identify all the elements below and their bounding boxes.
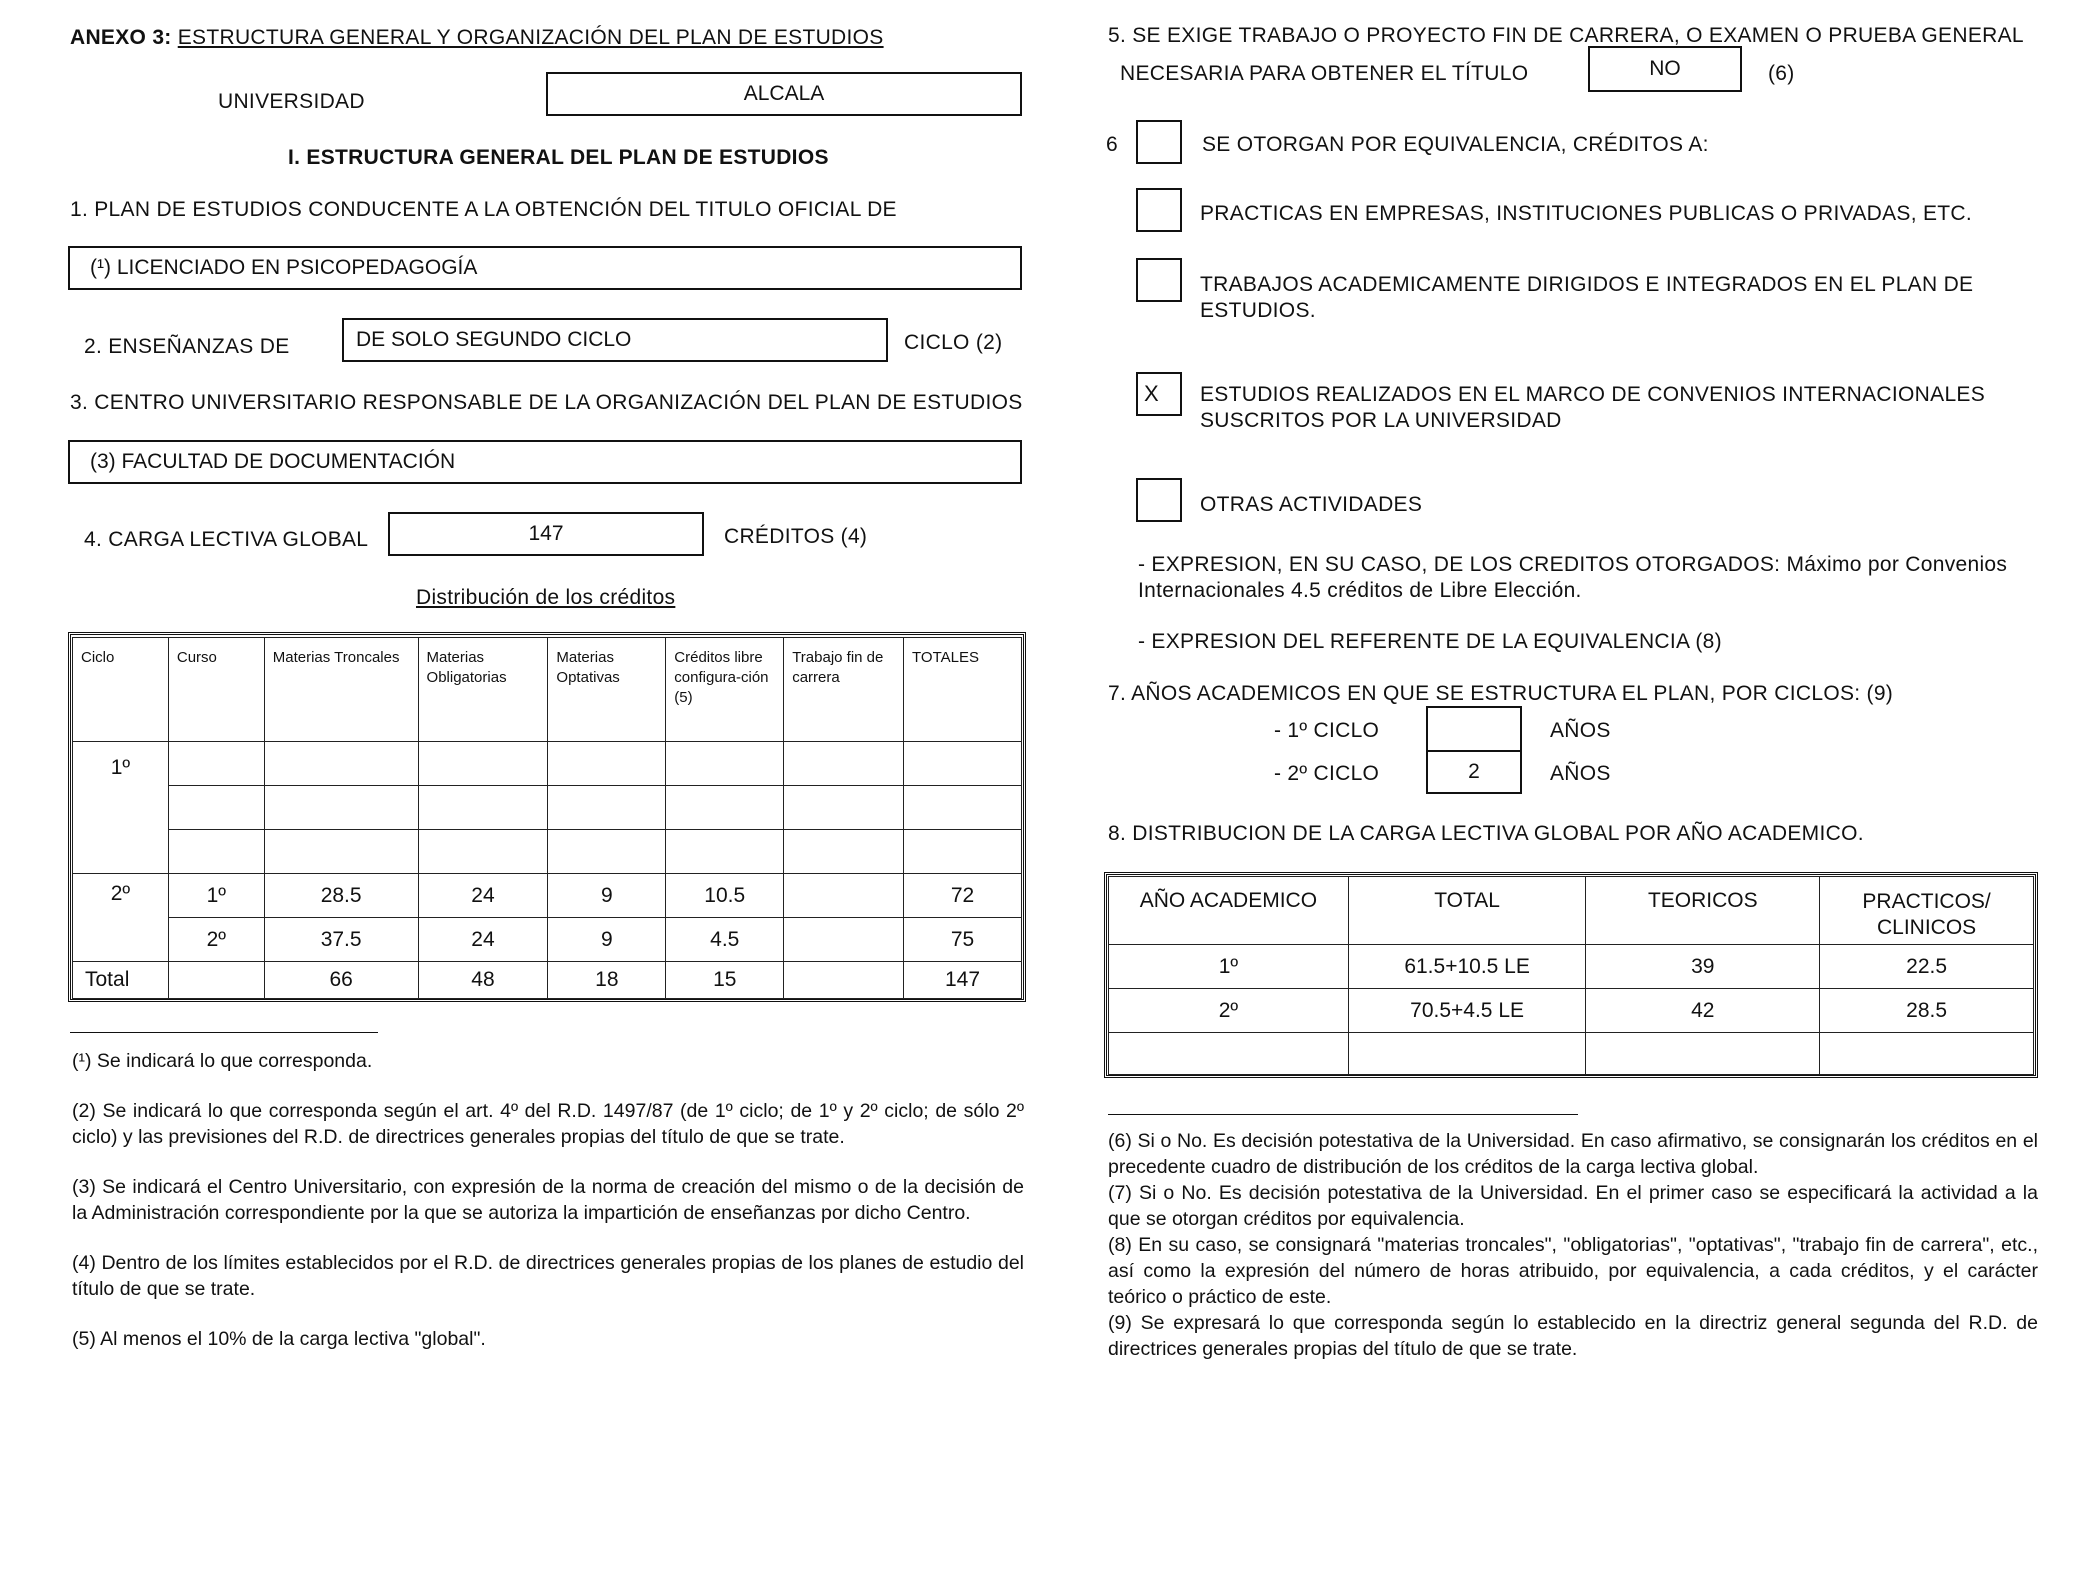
cell	[784, 874, 904, 918]
cell	[784, 918, 904, 962]
note-7: (7) Si o No. Es decisión potestativa de la Universidad. En el primer caso se especificará la actividad a la que se otorgan créditos por equivalencia.	[1108, 1182, 2038, 1230]
cell: 2º	[1109, 989, 1349, 1033]
table-row	[73, 830, 1022, 874]
cell	[1109, 1033, 1349, 1075]
item4-suffix: CRÉDITOS (4)	[724, 525, 868, 548]
annex-label: ANEXO 3:	[70, 26, 172, 49]
dist-title: Distribución de los créditos	[416, 586, 676, 609]
item5-line2: NECESARIA PARA OBTENER EL TÍTULO	[1120, 62, 1529, 85]
cell: 4.5	[666, 918, 784, 962]
acad-header-row	[1109, 877, 2034, 945]
cell: 28.5	[1820, 989, 2034, 1033]
cell: 9	[548, 918, 666, 962]
col-libre: Créditos libre configura-ción (5)	[666, 638, 784, 742]
acad-table	[1108, 876, 2034, 1075]
dist-table	[72, 637, 1022, 999]
item5-line1: 5. SE EXIGE TRABAJO O PROYECTO FIN DE CARRERA, O EXAMEN O PRUEBA GENERAL	[1108, 24, 2024, 47]
cell: 18	[548, 962, 666, 999]
col-ano: AÑO ACADEMICO	[1109, 877, 1349, 945]
table-row	[1109, 1033, 2034, 1075]
ciclo1-cell: 1º	[73, 742, 169, 874]
item1-label: 1. PLAN DE ESTUDIOS CONDUCENTE A LA OBTENCIÓN DEL TITULO OFICIAL DE	[70, 198, 897, 221]
cell	[1348, 1033, 1586, 1075]
degree-field: (¹) LICENCIADO EN PSICOPEDAGOGÍA	[68, 246, 1022, 290]
table-row	[1109, 945, 2034, 989]
col-troncales: Materias Troncales	[264, 638, 418, 742]
annex-title: ESTRUCTURA GENERAL Y ORGANIZACIÓN DEL PLAN DE ESTUDIOS	[177, 26, 884, 49]
cycle1-label: - 1º CICLO	[1274, 719, 1380, 742]
cell: 9	[548, 874, 666, 918]
cell: 1º	[1109, 945, 1349, 989]
item6-number: 6	[1106, 133, 1118, 156]
cell: 147	[904, 962, 1022, 999]
cell: 48	[418, 962, 548, 999]
notes-divider-right	[1108, 1114, 1578, 1115]
cell: 1º	[168, 874, 264, 918]
cell: 28.5	[264, 874, 418, 918]
table-row	[1109, 989, 2034, 1033]
option-4-checkbox[interactable]	[1136, 478, 1182, 522]
item3-label: 3. CENTRO UNIVERSITARIO RESPONSABLE DE LA ORGANIZACIÓN DEL PLAN DE ESTUDIOS	[70, 391, 1023, 414]
credits-field: 147	[388, 512, 704, 556]
dist-header-row	[73, 638, 1022, 742]
section-title: I. ESTRUCTURA GENERAL DEL PLAN DE ESTUDIOS	[288, 146, 829, 169]
annex-heading	[70, 26, 884, 50]
university-field: ALCALA	[546, 72, 1022, 116]
note-2: (2) Se indicará lo que corresponda según el art. 4º del R.D. 1497/87 (de 1º ciclo; de 1º y 2º ciclo; de sólo 2º ciclo) y las previsiones del R.D. de directrices generales propias del título de que se trate.	[72, 1100, 1024, 1148]
option-3-checkbox[interactable]: X	[1136, 372, 1182, 416]
cell: 22.5	[1820, 945, 2034, 989]
col-ciclo: Ciclo	[73, 638, 169, 742]
cell	[1820, 1033, 2034, 1075]
col-trabajo: Trabajo fin de carrera	[784, 638, 904, 742]
option-1-label: PRACTICAS EN EMPRESAS, INSTITUCIONES PUBLICAS O PRIVADAS, ETC.	[1200, 202, 1973, 225]
notes-left	[72, 1048, 1024, 1352]
cell	[168, 962, 264, 999]
notes-divider-left	[70, 1032, 378, 1033]
cell: 24	[418, 918, 548, 962]
cycle2-years-field: 2	[1426, 750, 1522, 794]
note-1: (¹) Se indicará lo que corresponda.	[72, 1050, 373, 1072]
item5-suffix: (6)	[1768, 62, 1795, 85]
item2-suffix: CICLO (2)	[904, 331, 1003, 354]
equivalence-expression: - EXPRESION DEL REFERENTE DE LA EQUIVALENCIA (8)	[1138, 630, 1722, 653]
cell: Total	[73, 962, 169, 999]
note-6: (6) Si o No. Es decisión potestativa de la Universidad. En caso afirmativo, se consignarán los créditos en el precedente cuadro de distribución de los créditos de la carga lectiva global.	[1108, 1130, 2038, 1178]
col-optativas: Materias Optativas	[548, 638, 666, 742]
item2-label: 2. ENSEÑANZAS DE	[84, 335, 290, 358]
note-5: (5) Al menos el 10% de la carga lectiva "global".	[72, 1328, 486, 1350]
note-9: (9) Se expresará lo que corresponda según lo establecido en la directriz general segunda del R.D. de directrices generales propias del título de que se trate.	[1108, 1312, 2038, 1360]
credits-expression: - EXPRESION, EN SU CASO, DE LOS CREDITOS OTORGADOS: Máximo por Convenios Internacionales 4.5 créditos de Libre Elección.	[1138, 553, 2008, 602]
col-obligatorias: Materias Obligatorias	[418, 638, 548, 742]
cell: 75	[904, 918, 1022, 962]
option-4-label: OTRAS ACTIVIDADES	[1200, 493, 1423, 516]
note-3: (3) Se indicará el Centro Universitario, con expresión de la norma de creación del mismo o de la decisión de la Administración correspondiente por la que se autoriza la impartición de enseñanzas por dicho Centro.	[72, 1176, 1024, 1224]
table-row	[73, 786, 1022, 830]
cycle1-years-label: AÑOS	[1550, 719, 1611, 742]
cell: 37.5	[264, 918, 418, 962]
cycle2-years-label: AÑOS	[1550, 762, 1611, 785]
col-total: TOTAL	[1348, 877, 1586, 945]
cell: 24	[418, 874, 548, 918]
cell: 72	[904, 874, 1022, 918]
center-field: (3) FACULTAD DE DOCUMENTACIÓN	[68, 440, 1022, 484]
notes-right	[1108, 1128, 2038, 1362]
cycle1-years-field	[1426, 706, 1522, 752]
table-row	[73, 874, 1022, 918]
cell: 39	[1586, 945, 1820, 989]
cell: 15	[666, 962, 784, 999]
ciclo2-cell: 2º	[73, 874, 169, 962]
cell	[1586, 1033, 1820, 1075]
cell: 42	[1586, 989, 1820, 1033]
cell: 70.5+4.5 LE	[1348, 989, 1586, 1033]
note-8: (8) En su caso, se consignará "materias troncales", "obligatorias", "optativas", "trabajo fin de carrera", etc., así como la expresión del número de horas atribuido, por equivalencia, a cada créditos, y el carácter teórico o práctico de este.	[1108, 1234, 2038, 1308]
university-label: UNIVERSIDAD	[218, 90, 365, 113]
col-curso: Curso	[168, 638, 264, 742]
col-practicos: PRACTICOS/ CLINICOS	[1820, 877, 2034, 945]
teaching-field: DE SOLO SEGUNDO CICLO	[342, 318, 888, 362]
option-3-label: ESTUDIOS REALIZADOS EN EL MARCO DE CONVENIOS INTERNACIONALES SUSCRITOS POR LA UNIVERSIDAD	[1200, 383, 1986, 432]
item8-label: 8. DISTRIBUCION DE LA CARGA LECTIVA GLOBAL POR AÑO ACADEMICO.	[1108, 822, 1864, 845]
final-project-field: NO	[1588, 46, 1742, 92]
cycle2-label: - 2º CICLO	[1274, 762, 1380, 785]
table-row	[73, 918, 1022, 962]
cell: 61.5+10.5 LE	[1348, 945, 1586, 989]
item7-label: 7. AÑOS ACADEMICOS EN QUE SE ESTRUCTURA EL PLAN, POR CICLOS: (9)	[1108, 682, 1894, 705]
col-teoricos: TEORICOS	[1586, 877, 1820, 945]
option-2-label: TRABAJOS ACADEMICAMENTE DIRIGIDOS E INTEGRADOS EN EL PLAN DE ESTUDIOS.	[1200, 273, 1974, 322]
option-1-checkbox[interactable]	[1136, 188, 1182, 232]
total-row	[73, 962, 1022, 999]
cell	[784, 962, 904, 999]
table-row	[73, 742, 1022, 786]
col-totales: TOTALES	[904, 638, 1022, 742]
item4-label: 4. CARGA LECTIVA GLOBAL	[84, 528, 369, 551]
cell: 10.5	[666, 874, 784, 918]
cell: 66	[264, 962, 418, 999]
cell: 2º	[168, 918, 264, 962]
note-4: (4) Dentro de los límites establecidos por el R.D. de directrices generales propias de los planes de estudio del título de que se trate.	[72, 1252, 1024, 1300]
item6-label: SE OTORGAN POR EQUIVALENCIA, CRÉDITOS A:	[1202, 133, 1709, 156]
option-2-checkbox[interactable]	[1136, 258, 1182, 302]
item6-checkbox[interactable]	[1136, 120, 1182, 164]
